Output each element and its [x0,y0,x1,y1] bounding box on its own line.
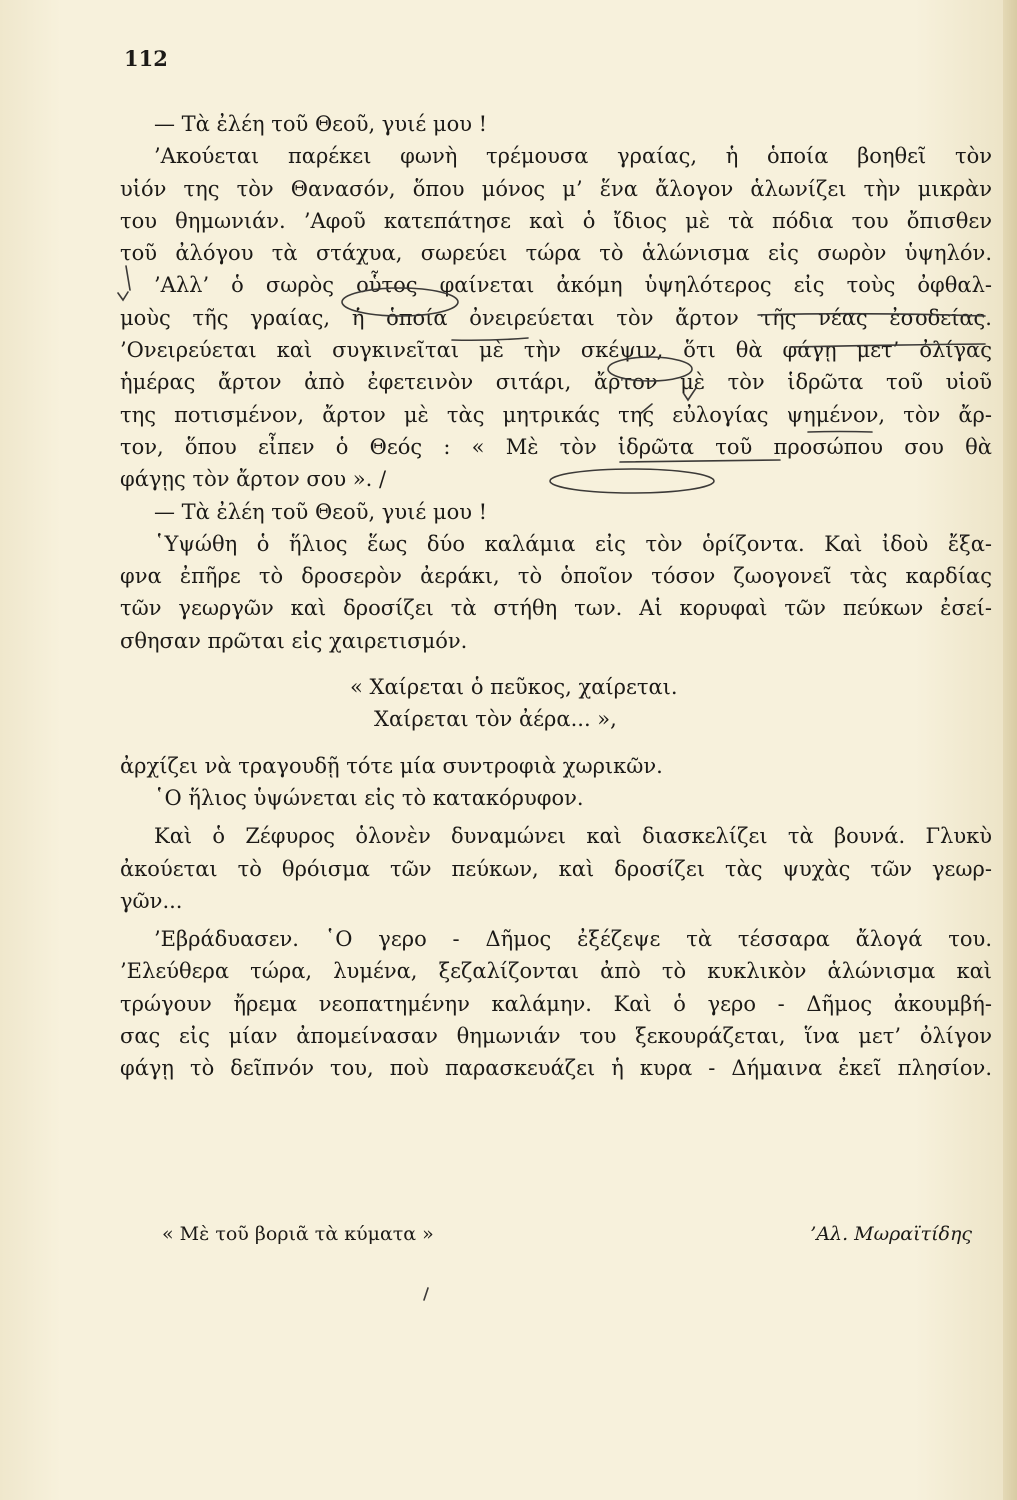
text-line: μοὺς τῆς γραίας, ἡ ὁποία ὀνειρεύεται τὸν ἄρτον τῆς νέας ἐσοδείας. [120,305,992,330]
spacer [120,657,992,671]
text-line: της ποτισμένον, ἄρτον μὲ τὰς μητρικάς της εὐλογίας ψημένον, τὸν ἄρ- [120,402,992,427]
page-number: 112 [124,46,168,71]
text-line: ’Ονειρεύεται καὶ συγκινεῖται μὲ τὴν σκέψιν, ὅτι θὰ φάγῃ μετ’ ὀλίγας [120,338,992,363]
footer [162,1223,972,1245]
spacer [120,736,992,750]
text-line: ’Αλλ’ ὁ σωρὸς οὗτος φαίνεται ἀκόμη ὑψηλότερος εἰς τοὺς ὀφθαλ- [154,273,992,298]
text-line: φνα ἐπῆρε τὸ δροσερὸν ἀεράκι, τὸ ὁποῖον τόσον ζωογονεῖ τὰς καρδίας [120,564,992,589]
slash-mark [424,1288,428,1300]
text-line: ῾Υψώθη ὁ ἥλιος ἕως δύο καλάμια εἰς τὸν ὁρίζοντα. Καὶ ἰδοὺ ἔξα- [154,531,992,556]
text-line: τον, ὅπου εἶπεν ὁ Θεός : « Μὲ τὸν ἱδρῶτα τοῦ προσώπου σου θὰ [120,434,992,459]
text-line: τοῦ ἀλόγου τὰ στάχυα, σωρεύει τώρα τὸ ἁλώνισμα εἰς σωρὸν ὑψηλόν. [120,241,992,266]
verse-line: « Χαίρεται ὁ πεῦκος, χαίρεται. [350,675,678,700]
text-line: ῾Ο ἥλιος ὑψώνεται εἰς τὸ κατακόρυφον. [154,785,584,810]
verse-line: Χαίρεται τὸν ἀέρα... », [374,707,617,732]
text-line: τρώγουν ἤρεμα νεοπατημένην καλάμην. Καὶ ὁ γερο - Δῆμος ἀκουμβή- [120,991,992,1016]
text-line: ἀκούεται τὸ θρόισμα τῶν πεύκων, καὶ δροσίζει τὰς ψυχὰς τῶν γεωρ- [120,856,992,881]
text-line: — Τὰ ἐλέη τοῦ Θεοῦ, γυιέ μου ! [154,499,488,524]
text-line: του θημωνιάν. ’Αφοῦ κατεπάτησε καὶ ὁ ἴδιος μὲ τὰ πόδια του ὄπισθεν [120,208,992,233]
text-line: ’Ελεύθερα τώρα, λυμένα, ξεζαλίζονται ἀπὸ τὸ κυκλικὸν ἁλώνισμα καὶ [120,959,992,984]
text-line: ἀρχίζει νὰ τραγουδῇ τότε μία συντροφιὰ χωρικῶν. [120,753,663,778]
source-title: « Μὲ τοῦ βοριᾶ τὰ κύματα » [162,1223,434,1245]
text-line: — Τὰ ἐλέη τοῦ Θεοῦ, γυιέ μου ! [154,112,488,136]
text-line: ’Εβράδυασεν. ῾Ο γερο - Δῆμος ἐξέζεψε τὰ τέσσαρα ἄλογά του. [154,927,992,952]
page-edge [1003,0,1017,1500]
text-line: φάγῃς τὸν ἄρτον σου ». / [120,467,387,492]
text-line: σας εἰς μίαν ἀπομείνασαν θημωνιάν του ξεκουράζεται, ἵνα μετ’ ὀλίγον [120,1024,992,1049]
text-line: σθησαν πρῶται εἰς χαιρετισμόν. [120,628,468,653]
body-text [120,108,992,1085]
text-line: τῶν γεωργῶν καὶ δροσίζει τὰ στήθη των. Αἱ κορυφαὶ τῶν πεύκων ἐσεί- [120,596,992,621]
text-line: ἡμέρας ἄρτον ἀπὸ ἐφετεινὸν σιτάρι, ἄρτον μὲ τὸν ἱδρῶτα τοῦ υἱοῦ [120,370,992,395]
text-line: ’Ακούεται παρέκει φωνὴ τρέμουσα γραίας, ἡ ὁποία βοηθεῖ τὸν [154,144,992,169]
text-line: Καὶ ὁ Ζέφυρος ὁλονὲν δυναμώνει καὶ διασκελίζει τὰ βουνά. Γλυκὺ [154,824,992,849]
author-name: ’Αλ. Μωραϊτίδης [810,1223,972,1245]
text-line: φάγῃ τὸ δεῖπνόν του, ποὺ παρασκευάζει ἡ κυρα - Δήμαινα ἐκεῖ πλησίον. [120,1056,992,1081]
text-line: γῶν... [120,888,183,913]
text-line: υἱόν της τὸν Θανασόν, ὅπου μόνος μ’ ἕνα ἄλογον ἁλωνίζει τὴν μικρὰν [120,176,992,201]
